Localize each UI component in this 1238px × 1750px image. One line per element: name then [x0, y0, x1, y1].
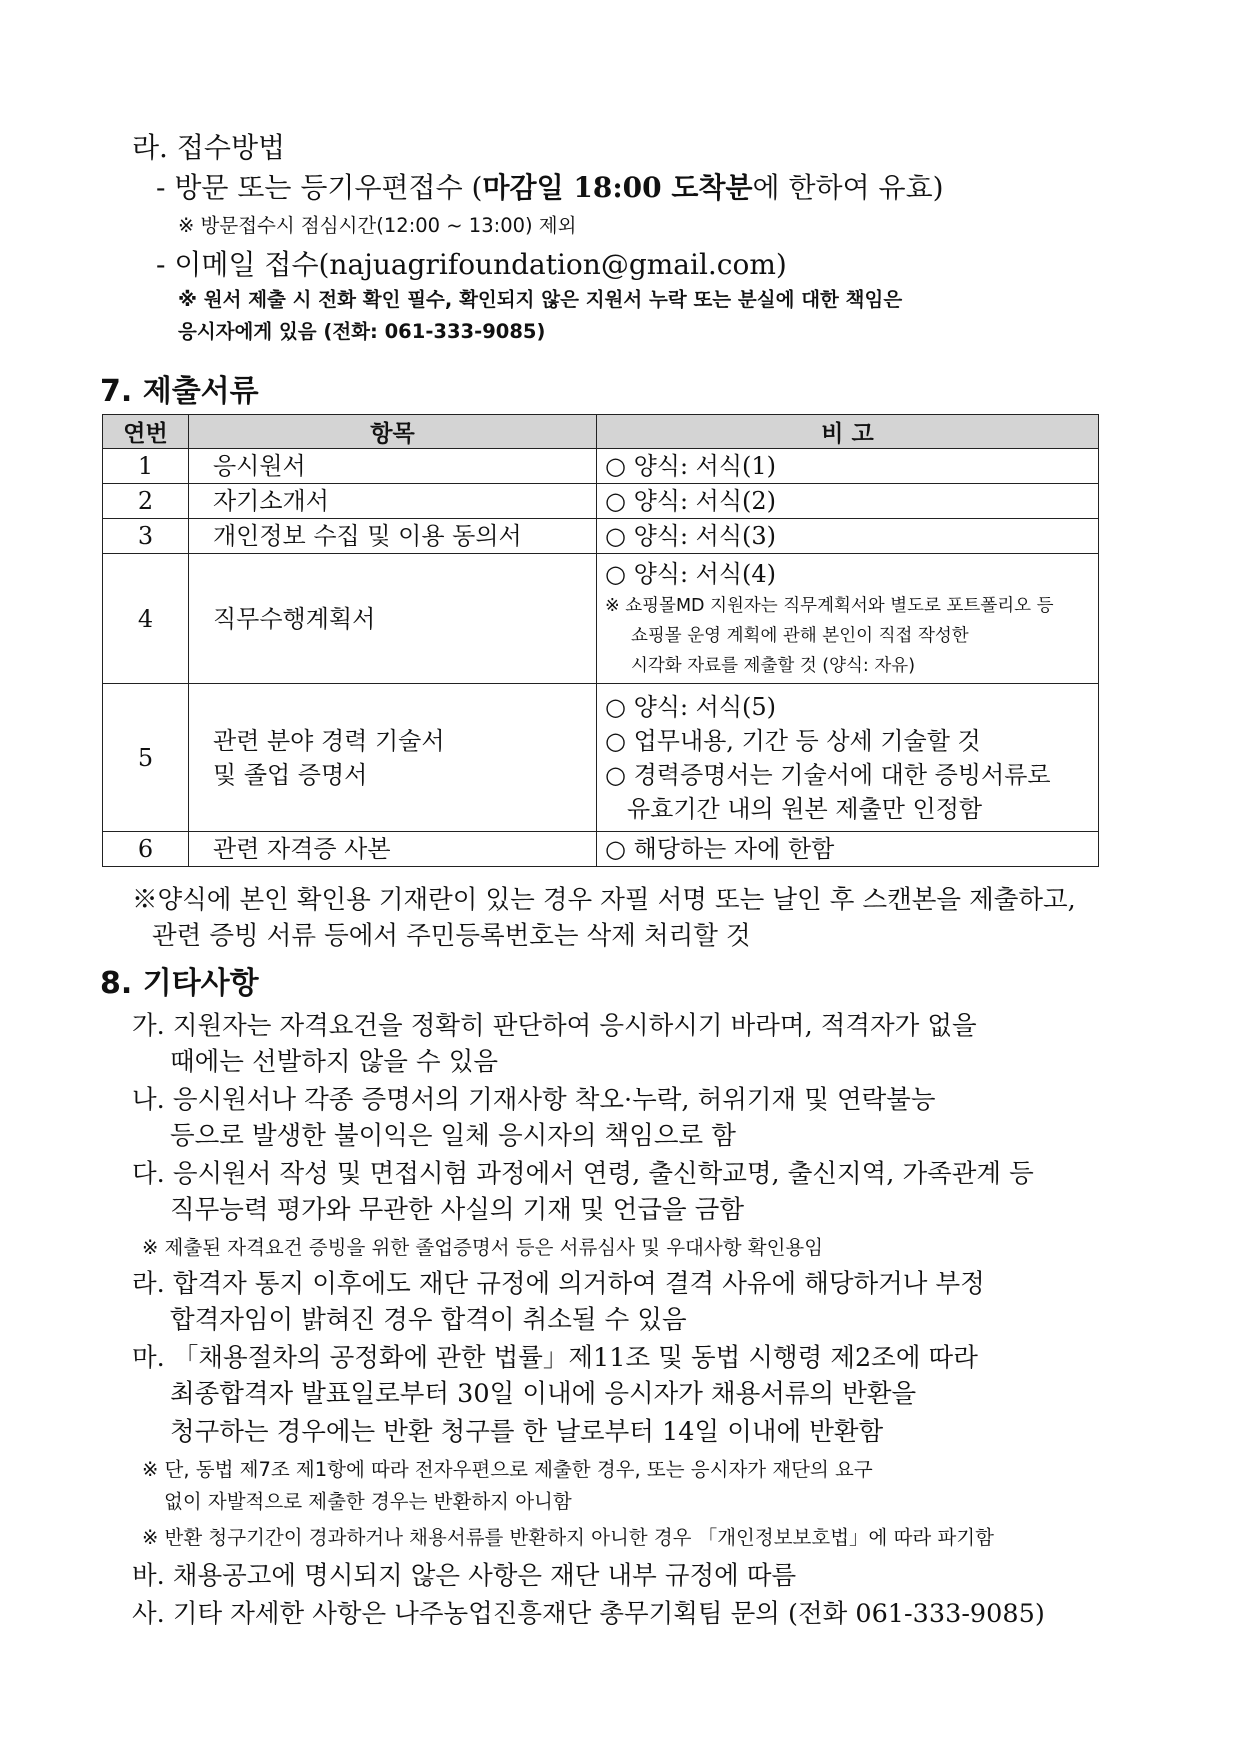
row-item	[189, 519, 597, 554]
section-heading-documents: 7. 제출서류	[100, 374, 259, 409]
table-row	[103, 519, 1099, 554]
row-remark-text: ○ 양식: 서식(3)	[605, 522, 777, 550]
header-item: 항목	[189, 415, 597, 449]
misc-item-ma-note-1b: 없이 자발적으로 제출한 경우는 반환하지 아니함	[164, 1490, 572, 1513]
row-item-text: 개인정보 수집 및 이용 동의서	[213, 522, 522, 550]
section-heading-misc: 8. 기타사항	[100, 966, 259, 1001]
row-remark-text: ○ 양식: 서식(4)	[605, 559, 777, 588]
row-item-text: 및 졸업 증명서	[213, 760, 368, 789]
table-row	[103, 484, 1099, 519]
email-application-line: - 이메일 접수(najuagrifoundation@gmail.com)	[156, 248, 787, 281]
misc-item-da-note: ※ 제출된 자격요건 증빙을 위한 졸업증명서 등은 서류심사 및 우대사항 확인용임	[142, 1236, 824, 1259]
row-number: 4	[103, 554, 189, 684]
row-remark-text: 유효기간 내의 원본 제출만 인정함	[627, 794, 983, 823]
misc-item-da-2: 직무능력 평가와 무관한 사실의 기재 및 언급을 금함	[170, 1195, 745, 1225]
table-row	[103, 832, 1099, 867]
misc-item-ra-1: 라. 합격자 통지 이후에도 재단 규정에 의거하여 결격 사유에 해당하거나 부정	[132, 1269, 985, 1299]
row-number: 5	[103, 684, 189, 832]
misc-item-ga-2: 때에는 선발하지 않을 수 있음	[170, 1047, 499, 1077]
misc-item-da-1: 다. 응시원서 작성 및 면접시험 과정에서 연령, 출신학교명, 출신지역, 가족관계 등	[132, 1159, 1034, 1189]
deadline-highlight: 마감일 18:00 도착분	[482, 171, 753, 204]
row-remark-note: ※ 쇼핑몰MD 지원자는 직무계획서와 별도로 포트폴리오 등	[605, 595, 1054, 616]
misc-item-ma-note-2: ※ 반환 청구기간이 경과하거나 채용서류를 반환하지 아니한 경우 「개인정보보호법」에 따라 파기함	[142, 1526, 994, 1549]
row-remarks	[597, 449, 1099, 484]
row-remarks	[597, 832, 1099, 867]
row-item	[189, 684, 597, 832]
misc-item-sa: 사. 기타 자세한 사항은 나주농업진흥재단 총무기획팀 문의 (전화 061-333-9085)	[132, 1599, 1045, 1629]
row-remark-text: ○ 양식: 서식(1)	[605, 452, 777, 480]
misc-item-ma-note-1a: ※ 단, 동법 제7조 제1항에 따라 전자우편으로 제출한 경우, 또는 응시자가 재단의 요구	[142, 1458, 873, 1481]
row-remarks	[597, 519, 1099, 554]
visit-line-prefix: - 방문 또는 등기우편접수 (	[156, 171, 483, 204]
misc-item-ma-2: 최종합격자 발표일로부터 30일 이내에 응시자가 채용서류의 반환을	[170, 1379, 917, 1409]
table-row	[103, 449, 1099, 484]
row-number: 2	[103, 484, 189, 519]
row-item	[189, 484, 597, 519]
row-remark-text: ○ 경력증명서는 기술서에 대한 증빙서류로	[605, 760, 1051, 789]
visit-application-line	[156, 166, 944, 206]
table-footnote-2: 관련 증빙 서류 등에서 주민등록번호는 삭제 처리할 것	[152, 921, 751, 951]
table-row	[103, 684, 1099, 832]
visit-line-suffix: 에 한하여 유효)	[752, 171, 944, 204]
row-remark-text: ○ 양식: 서식(5)	[605, 692, 777, 721]
misc-item-ga-1: 가. 지원자는 자격요건을 정확히 판단하여 응시하시기 바라며, 적격자가 없을	[132, 1011, 977, 1041]
phone-confirmation-warning-2: 응시자에게 있음 (전화: 061-333-9085)	[178, 320, 546, 343]
row-item	[189, 554, 597, 684]
row-item-text: 응시원서	[213, 452, 306, 480]
visit-lunch-note: ※ 방문접수시 점심시간(12:00 ~ 13:00) 제외	[178, 214, 577, 237]
table-row	[103, 554, 1099, 684]
header-remarks: 비 고	[597, 415, 1099, 449]
row-number: 6	[103, 832, 189, 867]
row-remark-text: ○ 업무내용, 기간 등 상세 기술할 것	[605, 726, 981, 755]
misc-item-na-2: 등으로 발생한 불이익은 일체 응시자의 책임으로 함	[170, 1121, 736, 1151]
row-item-text: 관련 자격증 사본	[213, 835, 391, 863]
row-item-text: 직무수행계획서	[213, 604, 376, 633]
header-number: 연번	[103, 415, 189, 449]
row-number: 3	[103, 519, 189, 554]
phone-confirmation-warning-1: ※ 원서 제출 시 전화 확인 필수, 확인되지 않은 지원서 누락 또는 분실에 대한 책임은	[178, 288, 903, 311]
table-header-row	[103, 415, 1099, 449]
row-remark-note: 시각화 자료를 제출할 것 (양식: 자유)	[631, 655, 916, 676]
row-item	[189, 449, 597, 484]
row-remark-text: ○ 양식: 서식(2)	[605, 487, 777, 515]
row-remark-text: ○ 해당하는 자에 한함	[605, 835, 835, 863]
misc-item-ma-3: 청구하는 경우에는 반환 청구를 한 날로부터 14일 이내에 반환함	[170, 1417, 884, 1447]
row-item	[189, 832, 597, 867]
subsection-title-ra: 라. 접수방법	[132, 131, 286, 164]
row-remarks	[597, 554, 1099, 684]
row-remark-note: 쇼핑몰 운영 계획에 관해 본인이 직접 작성한	[631, 625, 969, 646]
row-remarks	[597, 484, 1099, 519]
row-number: 1	[103, 449, 189, 484]
misc-item-ba: 바. 채용공고에 명시되지 않은 사항은 재단 내부 규정에 따름	[132, 1561, 797, 1591]
table-footnote-1: ※양식에 본인 확인용 기재란이 있는 경우 자필 서명 또는 날인 후 스캔본을 제출하고,	[132, 885, 1076, 915]
misc-item-ma-1: 마. 「채용절차의 공정화에 관한 법률」제11조 및 동법 시행령 제2조에 따라	[132, 1343, 978, 1373]
row-item-text: 관련 분야 경력 기술서	[213, 726, 445, 755]
row-item-text: 자기소개서	[213, 487, 329, 515]
row-remarks	[597, 684, 1099, 832]
misc-item-na-1: 나. 응시원서나 각종 증명서의 기재사항 착오·누락, 허위기재 및 연락불능	[132, 1085, 936, 1115]
required-documents-table	[102, 414, 1099, 867]
misc-item-ra-2: 합격자임이 밝혀진 경우 합격이 취소될 수 있음	[170, 1305, 687, 1335]
